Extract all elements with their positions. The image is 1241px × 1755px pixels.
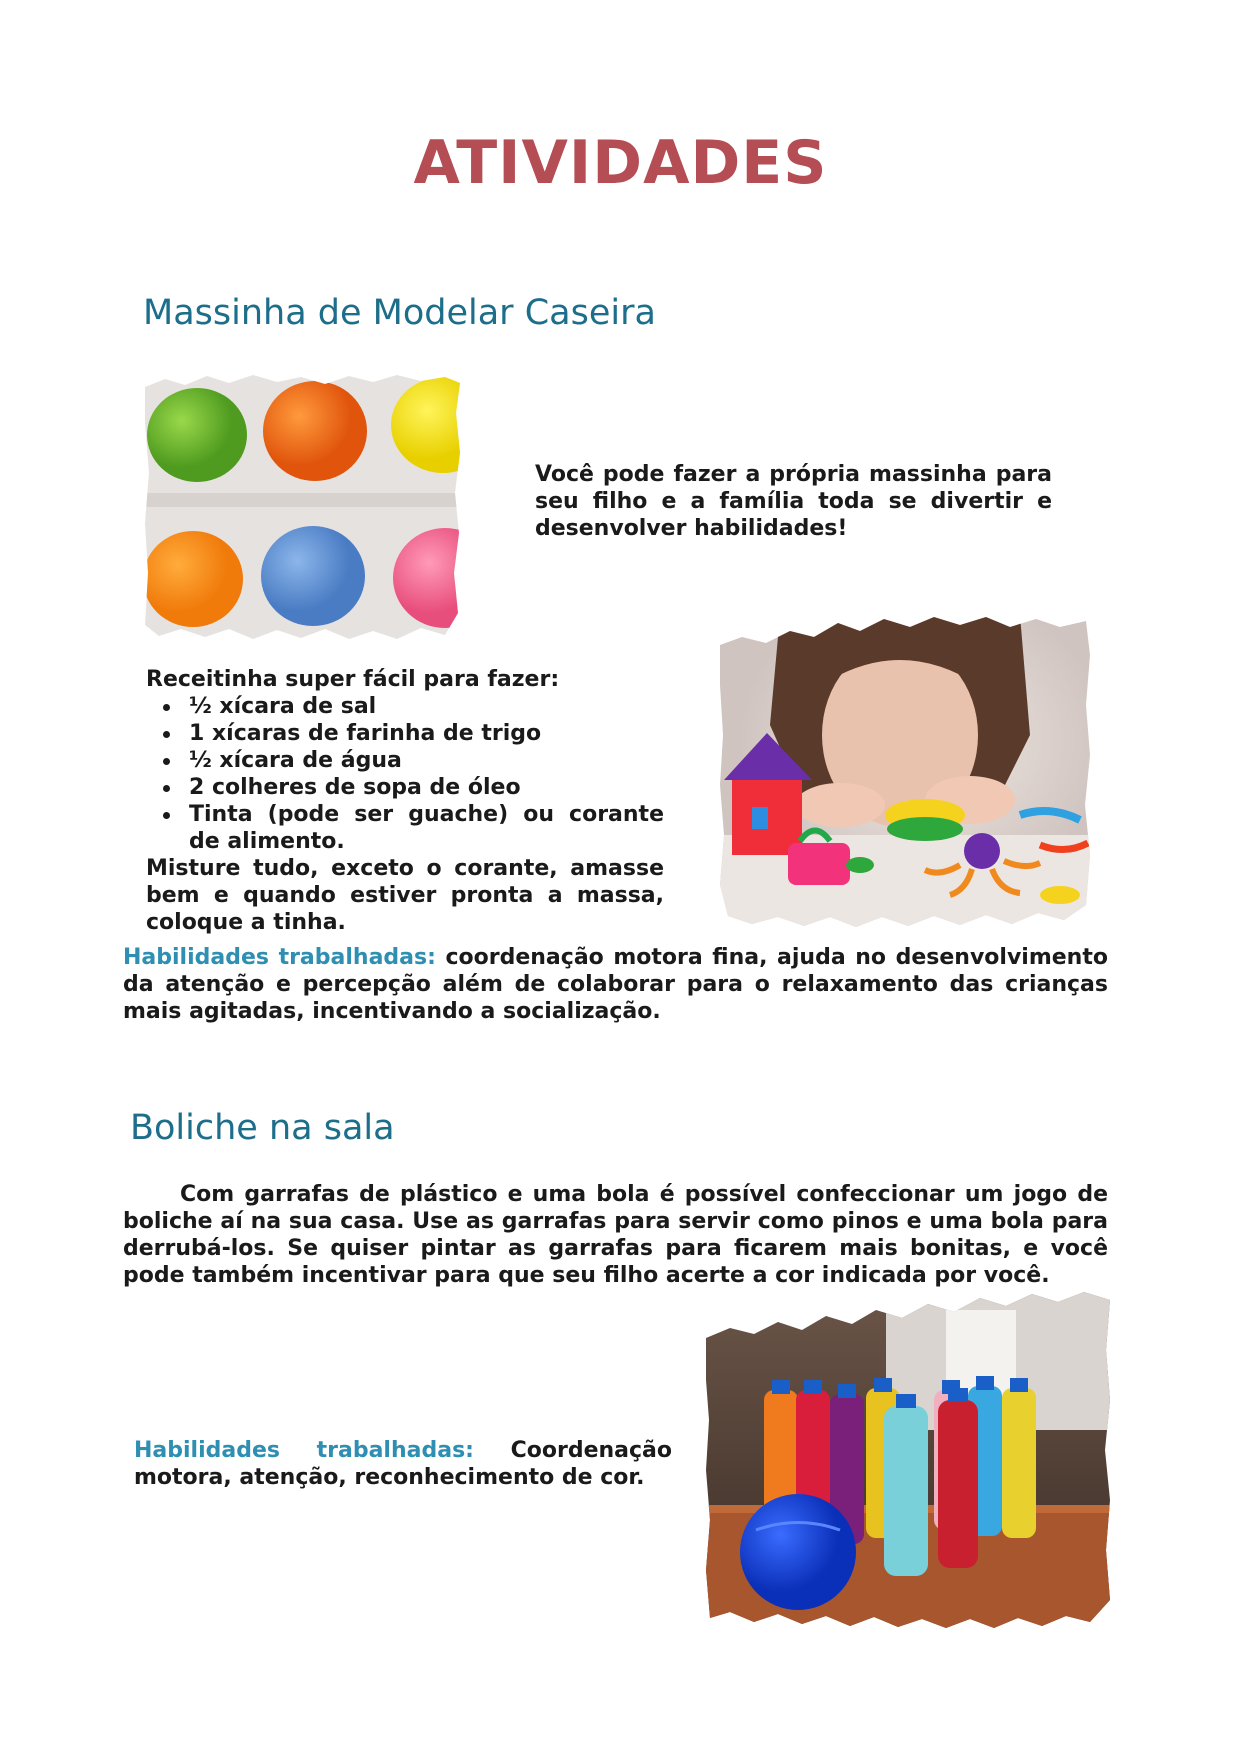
photo-playdough-balls [145,373,460,641]
skills-paragraph-boliche [134,1437,672,1491]
skills-label: Habilidades trabalhadas: [123,945,436,970]
photo-child-playing-clay [720,615,1090,930]
ingredient-item: 2 colheres de sopa de óleo [146,774,664,801]
recipe-instructions: Misture tudo, exceto o corante, amasse bem e quando estiver pronta a massa, coloque a tinha. [146,856,664,935]
skills-text: Coordenação motora, atenção, reconhecimento de cor. [134,1438,672,1490]
ingredient-item: Tinta (pode ser guache) ou corante de alimento. [146,801,664,855]
section-heading-boliche: Boliche na sala [130,1108,395,1148]
skills-paragraph-massinha [123,944,1108,1025]
ingredient-item: ½ xícara de sal [146,693,664,720]
skills-text: coordenação motora fina, ajuda no desenvolvimento da atenção e percepção além de colaborar para o relaxamento das crianças mais agitadas, incentivando a socialização. [123,945,1108,1024]
skills-label: Habilidades trabalhadas: [134,1438,474,1463]
intro-paragraph: Você pode fazer a própria massinha para seu filho e a família toda se divertir e desenvolver habilidades! [535,462,1052,541]
ingredient-item: 1 xícaras de farinha de trigo [146,720,664,747]
ingredient-item: ½ xícara de água [146,747,664,774]
photo-bowling-bottles [706,1290,1110,1630]
page-title: ATIVIDADES [413,128,828,198]
section-heading-massinha: Massinha de Modelar Caseira [143,293,656,333]
ingredient-list [146,693,664,855]
recipe-label: Receitinha super fácil para fazer: [146,667,560,692]
recipe-block [146,666,664,936]
boliche-paragraph: Com garrafas de plástico e uma bola é possível confeccionar um jogo de boliche aí na sua casa. Use as garrafas para servir como pinos e uma bola para derrubá-los. Se quiser pintar as garrafas para ficarem mais bonitas, e você pode também incentivar para que seu filho acerte a cor indicada por você. [123,1182,1108,1288]
